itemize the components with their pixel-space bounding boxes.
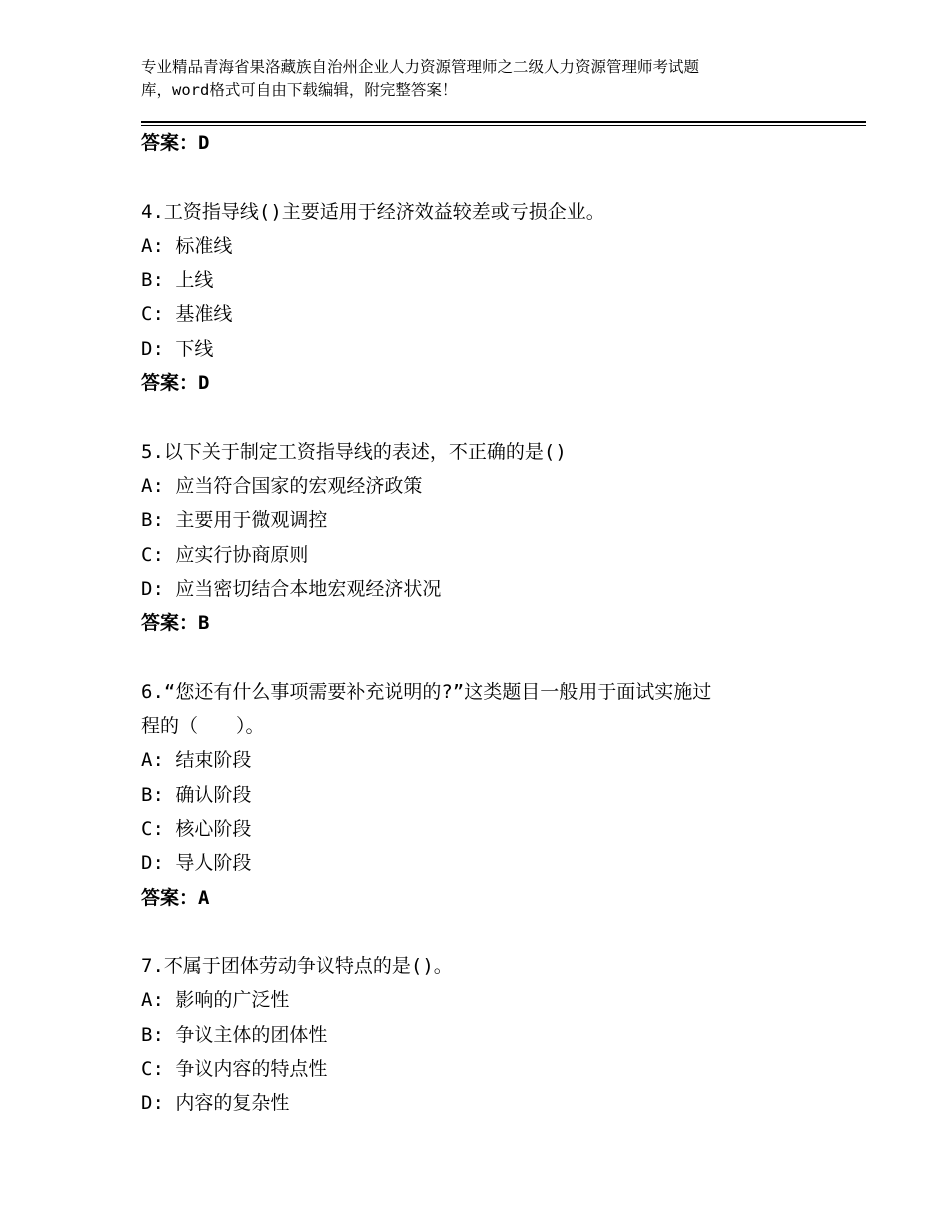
question-7 <box>141 949 861 1120</box>
question-6 <box>141 675 861 915</box>
option-d: D: 导人阶段 <box>141 852 252 875</box>
header-line-2: 库，word格式可自由下载编辑，附完整答案！ <box>141 81 458 99</box>
question-stem: 5.以下关于制定工资指导线的表述，不正确的是() <box>141 440 567 463</box>
header-line-1: 专业精品青海省果洛藏族自治州企业人力资源管理师之二级人力资源管理师考试题 <box>141 58 700 76</box>
question-4 <box>141 195 861 401</box>
option-c: C: 基准线 <box>141 303 233 326</box>
option-a: A: 标准线 <box>141 234 233 257</box>
question-stem: 7.不属于团体劳动争议特点的是()。 <box>141 955 453 978</box>
option-d: D: 内容的复杂性 <box>141 1092 290 1115</box>
option-d: D: 应当密切结合本地宏观经济状况 <box>141 577 442 600</box>
answer-line: 答案：B <box>141 612 210 635</box>
header-divider-thick <box>141 121 866 123</box>
option-c: C: 核心阶段 <box>141 817 252 840</box>
option-b: B: 争议主体的团体性 <box>141 1023 328 1046</box>
option-c: C: 争议内容的特点性 <box>141 1058 328 1081</box>
answer-line: 答案：D <box>141 372 210 395</box>
option-d: D: 下线 <box>141 337 214 360</box>
option-c: C: 应实行协商原则 <box>141 543 309 566</box>
option-a: A: 应当符合国家的宏观经济政策 <box>141 474 423 497</box>
option-b: B: 主要用于微观调控 <box>141 509 328 532</box>
answer-line: 答案：A <box>141 886 210 909</box>
option-a: A: 影响的广泛性 <box>141 989 290 1012</box>
question-stem-line-1: 6.“您还有什么事项需要补充说明的?”这类题目一般用于面试实施过 <box>141 680 712 703</box>
question-list <box>141 126 861 1121</box>
option-a: A: 结束阶段 <box>141 749 252 772</box>
document-header <box>141 56 841 102</box>
option-b: B: 确认阶段 <box>141 783 252 806</box>
option-b: B: 上线 <box>141 269 214 292</box>
answer-line: 答案：D <box>141 132 210 154</box>
question-stem: 4.工资指导线()主要适用于经济效益较差或亏损企业。 <box>141 200 605 223</box>
question-stem-line-2: 程的（ ）。 <box>141 715 265 738</box>
question-5 <box>141 435 861 641</box>
